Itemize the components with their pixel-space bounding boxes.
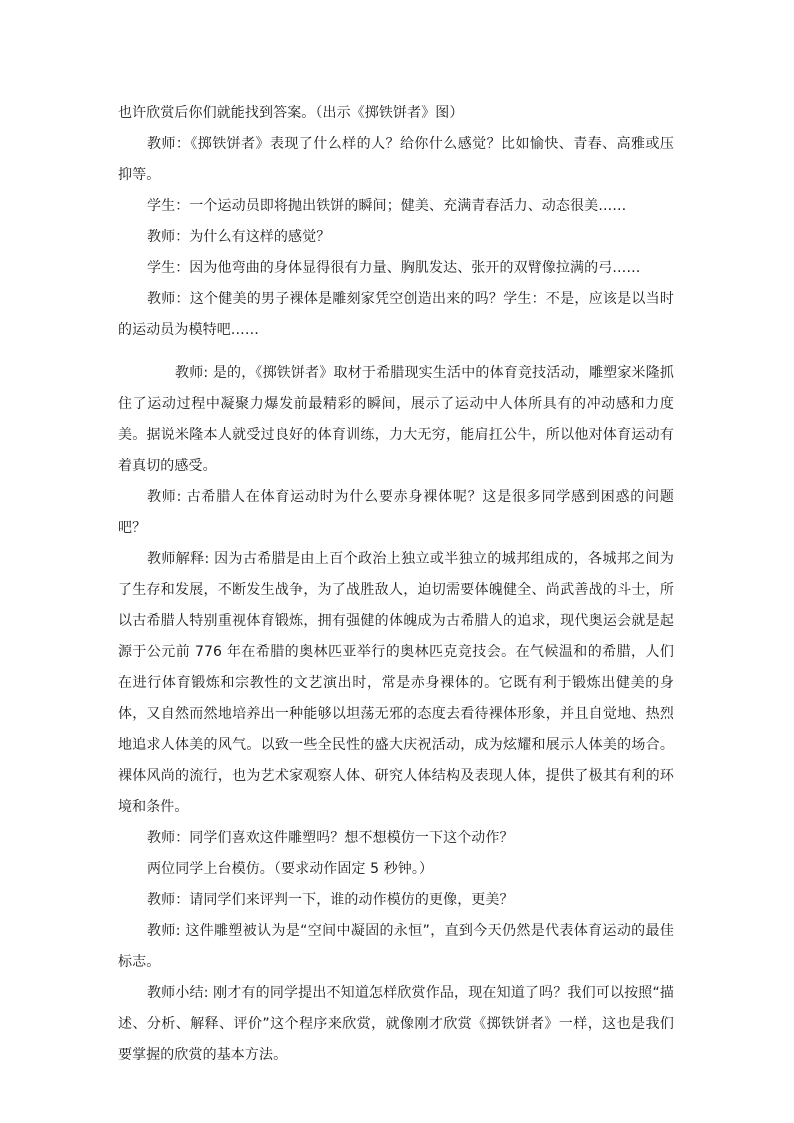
paragraph-teacher-nude-question: 教师: 古希腊人在体育运动时为什么要赤身裸体呢？这是很多同学感到困惑的问题吧？: [118, 489, 674, 536]
document-body: [118, 98, 674, 1071]
paragraph-teacher-why: 教师：为什么有这样的感觉？: [147, 229, 331, 245]
paragraph-students-imitate: 两位同学上台模仿。（要求动作固定 5 秒钟。）: [147, 861, 434, 877]
paragraph-teacher-explanation: 教师解释: 因为古希腊是由上百个政治上独立或半独立的城邦组成的，各城邦之间为了生存和发展，不断发生战争，为了战胜敌人，迫切需要体魄健全、尚武善战的斗士，所以古希腊人特别重视体育锻炼，拥有强健的体魄成为古希腊人的追求，现代奥运会就是起源于公元前 776 年在希腊的奥林匹亚举行的奥林匹克竞技会。在气候温和的希腊，人们在进行体育锻炼和宗教性的文艺演出时，常是赤身裸体的。它既有利于锻炼出健美的身体，又自然而然地培养出一种能够以坦荡无邪的态度去看待裸体形象，并且自觉地、热烈地追求人体美的风气。以致一些全民性的盛大庆祝活动，成为炫耀和展示人体美的场合。裸体风尚的流行，也为艺术家观察人体、研究人体结构及表现人体，提供了极其有利的环境和条件。: [118, 551, 674, 815]
paragraph-teacher-summary: 教师小结: 刚才有的同学提出不知道怎样欣赏作品，现在知道了吗？我们可以按照“描述、分析、解释、评价”这个程序来欣赏，就像刚才欣赏《掷铁饼者》一样，这也是我们要掌握的欣赏的基本方法。: [118, 985, 674, 1063]
paragraph-teacher-imitate: 教师：同学们喜欢这件雕塑吗？想不想模仿一下这个动作？: [147, 830, 514, 846]
paragraph-teacher-myron: 教师: 是的，《掷铁饼者》取材于希腊现实生活中的体育竞技活动，雕塑家米隆抓住了运动过程中凝聚力爆发前最精彩的瞬间，展示了运动中人体所具有的冲动感和力度美。据说米隆本人就受过良好的体育训练，力大无穷，能肩扛公牛，所以他对体育运动有着真切的感受。: [118, 365, 674, 474]
paragraph-student-answer: 学生：一个运动员即将抛出铁饼的瞬间；健美、充满青春活力、动态很美……: [147, 198, 627, 214]
paragraph-teacher-eternal: 教师: 这件雕塑被认为是“空间中凝固的永恒”，直到今天仍然是代表体育运动的最佳标志。: [118, 923, 674, 970]
paragraph-student-reason: 学生：因为他弯曲的身体显得很有力量、胸肌发达、张开的双臂像拉满的弓……: [147, 260, 641, 276]
paragraph-intro: 也许欣赏后你们就能找到答案。（出示《掷铁饼者》图）: [118, 105, 464, 121]
paragraph-teacher-question: 教师：《掷铁饼者》表现了什么样的人？给你什么感觉？比如愉快、青春、高雅或压抑等。: [118, 136, 674, 183]
paragraph-teacher-judge: 教师：请同学们来评判一下，谁的动作模仿的更像，更美？: [147, 892, 514, 908]
paragraph-teacher-model: 教师：这个健美的男子裸体是雕刻家凭空创造出来的吗？学生：不是，应该是以当时的运动员为模特吧……: [118, 291, 674, 338]
